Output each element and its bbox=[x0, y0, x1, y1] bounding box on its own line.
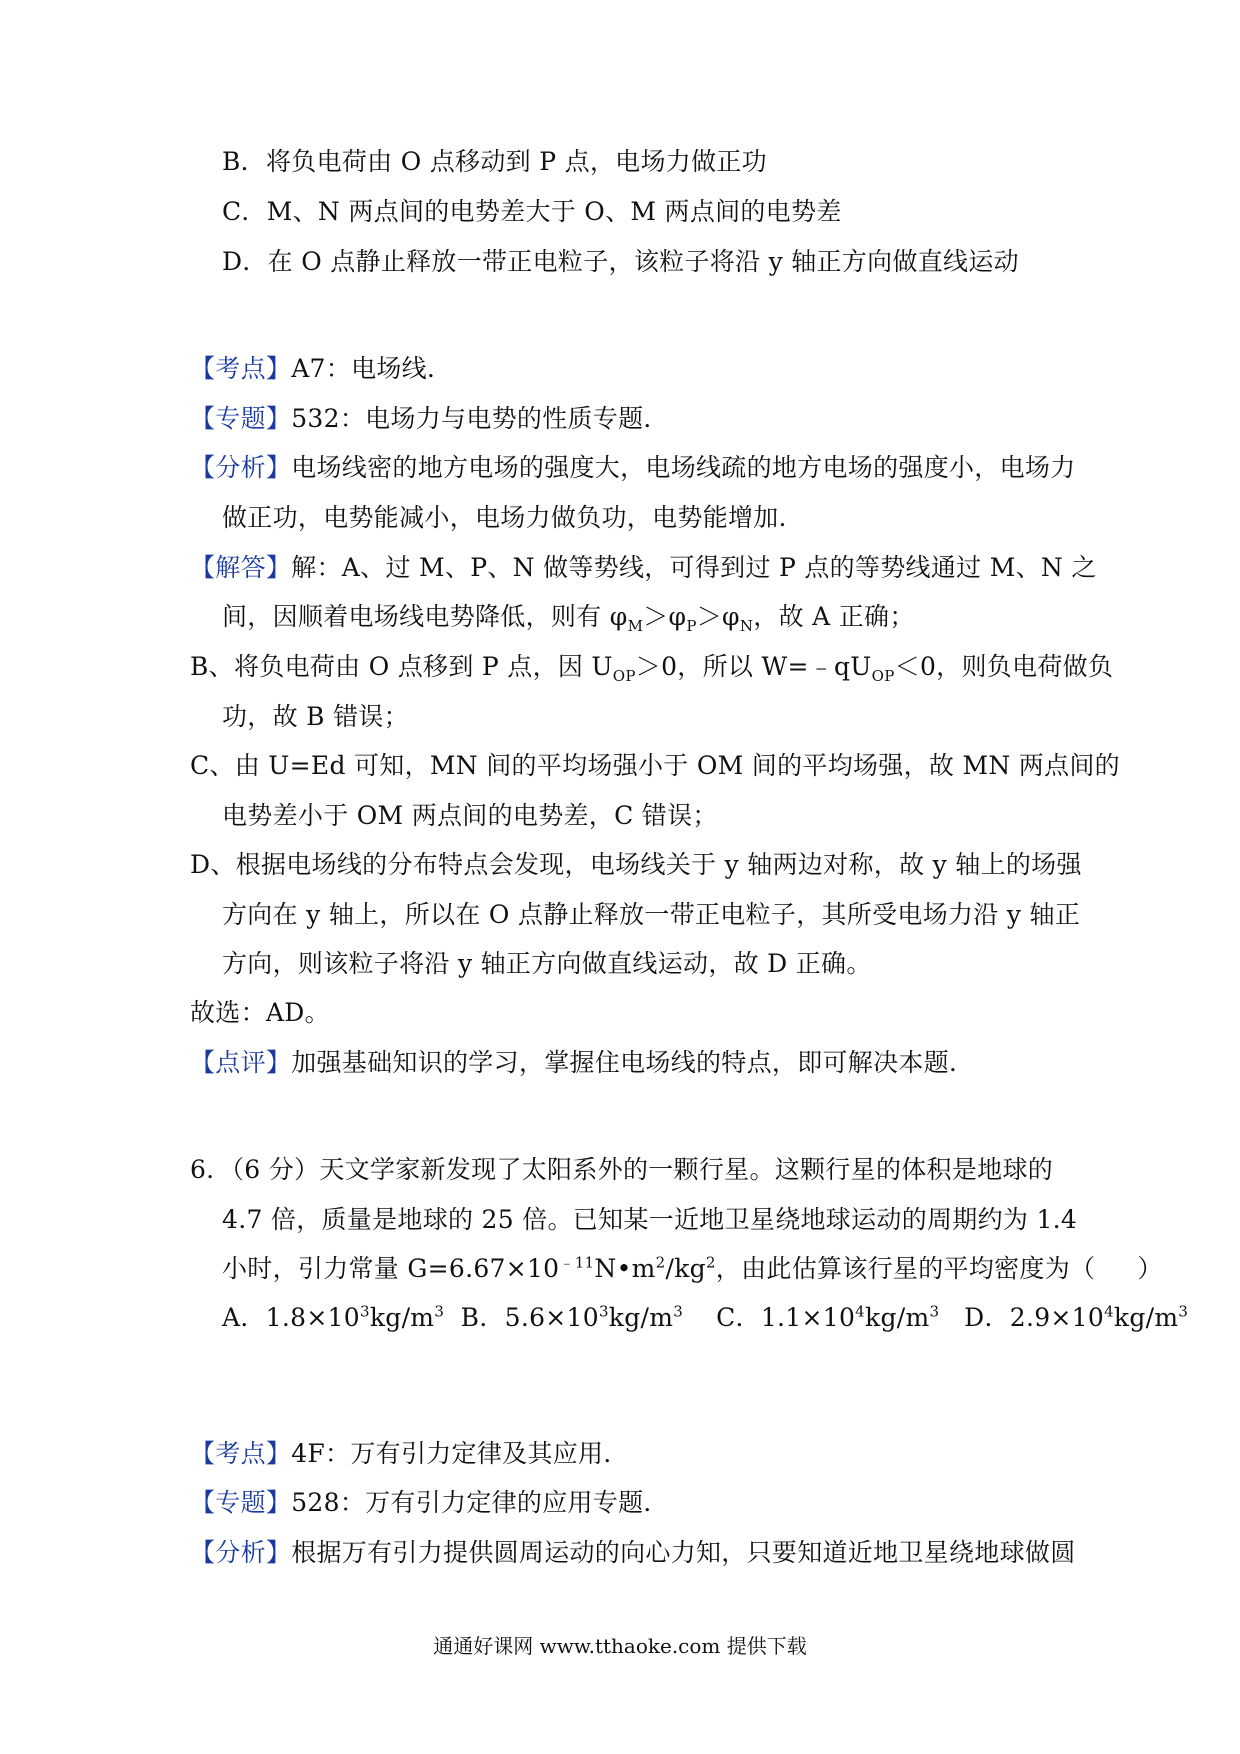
q5-option-c: C．M、N 两点间的电势差大于 O、M 两点间的电势差 bbox=[222, 197, 842, 226]
stem-3d: ，由此估算该行星的平均密度为（ bbox=[715, 1254, 1096, 1283]
q6-stem-line3 bbox=[222, 1253, 1163, 1285]
jieda-2a: 间，因顺着电场线电势降低，则有 φ bbox=[222, 602, 628, 631]
q5-jieda-line2 bbox=[222, 601, 915, 633]
q5-analysis-b-line2: 功，故 B 错误； bbox=[222, 702, 409, 731]
q5-analysis-c-line2: 电势差小于 OM 两点间的电势差，C 错误； bbox=[222, 801, 718, 830]
jieda-2c: ＞φ bbox=[696, 602, 740, 631]
q6-option-c: C．$1.1\times 10^4kg/m^3$ bbox=[716, 1302, 940, 1332]
q5-analysis-d-line1: D、根据电场线的分布特点会发现，电场线关于 y 轴两边对称，故 y 轴上的场强 bbox=[190, 850, 1082, 879]
u-sub-op-2: OP bbox=[871, 667, 895, 685]
zhuanti-text: 532：电场力与电势的性质专题． bbox=[291, 404, 669, 433]
q5-dianping bbox=[190, 1047, 974, 1079]
exp-m2: 2 bbox=[655, 1253, 666, 1272]
dianping-tag: 【点评】 bbox=[190, 1048, 292, 1077]
dianping-text: 加强基础知识的学习，掌握住电场线的特点，即可解决本题． bbox=[291, 1048, 975, 1077]
q5-analysis-b-line1 bbox=[190, 651, 1113, 683]
q5-kaodian bbox=[190, 353, 452, 385]
stem-3a: 小时，引力常量 G=6.67×10 bbox=[222, 1254, 560, 1283]
exp-neg11: ﹣11 bbox=[559, 1253, 595, 1272]
stem-3c: /kg bbox=[665, 1254, 706, 1283]
q5-option-b: B．将负电荷由 O 点移动到 P 点，电场力做正功 bbox=[222, 147, 767, 176]
jieda-text-1: 解：A、过 M、P、N 做等势线，可得到过 P 点的等势线通过 M、N 之 bbox=[291, 553, 1097, 582]
q6-fenxi-tag: 【分析】 bbox=[190, 1538, 292, 1567]
q5-analysis-c-line1: C、由 U=Ed 可知，MN 间的平均场强小于 OM 间的平均场强，故 MN 两点间的 bbox=[190, 751, 1120, 780]
zhuanti-tag: 【专题】 bbox=[190, 404, 292, 433]
kaodian-tag: 【考点】 bbox=[190, 354, 292, 383]
q6-kaodian-text: 4F：万有引力定律及其应用． bbox=[291, 1439, 629, 1468]
u-sub-op-1: OP bbox=[612, 667, 636, 685]
q6-fenxi bbox=[190, 1537, 1076, 1569]
b-1a: B、将负电荷由 O 点移到 P 点，因 U bbox=[190, 652, 613, 681]
exp-kg2: 2 bbox=[705, 1253, 716, 1272]
page-footer: 通通好课网 www.tthaoke.com 提供下载 bbox=[433, 1634, 807, 1658]
q6-option-b: B．$5.6\times 10^3kg/m^3$ bbox=[460, 1302, 684, 1332]
b-1b: ＞0，所以 W=﹣qU bbox=[635, 652, 872, 681]
phi-sub-m: M bbox=[627, 617, 644, 635]
jieda-tag: 【解答】 bbox=[190, 553, 292, 582]
q5-fenxi-line2: 做正功，电势能减小，电场力做负功，电势能增加． bbox=[222, 503, 804, 532]
q6-zhuanti bbox=[190, 1487, 669, 1519]
phi-sub-n: N bbox=[739, 617, 754, 635]
q5-analysis-d-line3: 方向，则该粒子将沿 y 轴正方向做直线运动，故 D 正确。 bbox=[222, 949, 872, 978]
q6-kaodian-tag: 【考点】 bbox=[190, 1439, 292, 1468]
q6-options bbox=[222, 1302, 1188, 1334]
fenxi-text-1: 电场线密的地方电场的强度大，电场线疏的地方电场的强度小，电场力 bbox=[291, 453, 1076, 482]
stem-3e: ） bbox=[1137, 1254, 1163, 1283]
q6-zhuanti-tag: 【专题】 bbox=[190, 1488, 292, 1517]
q6-kaodian bbox=[190, 1438, 629, 1470]
q5-jieda bbox=[190, 552, 1097, 584]
q6-fenxi-text: 根据万有引力提供圆周运动的向心力知，只要知道近地卫星绕地球做圆 bbox=[291, 1538, 1076, 1567]
jieda-2d: ，故 A 正确； bbox=[753, 602, 915, 631]
q6-stem-line2: 4.7 倍，质量是地球的 25 倍。已知某一近地卫星绕地球运动的周期约为 1.4 bbox=[222, 1205, 1078, 1234]
jieda-2b: ＞φ bbox=[643, 602, 687, 631]
fenxi-tag: 【分析】 bbox=[190, 453, 292, 482]
b-1c: ＜0，则负电荷做负 bbox=[894, 652, 1114, 681]
q5-option-d: D．在 O 点静止释放一带正电粒子，该粒子将沿 y 轴正方向做直线运动 bbox=[222, 247, 1019, 276]
q5-analysis-d-line2: 方向在 y 轴上，所以在 O 点静止释放一带正电粒子，其所受电场力沿 y 轴正 bbox=[222, 900, 1081, 929]
q5-answer: 故选：AD。 bbox=[190, 998, 330, 1027]
q6-option-a: A．$1.8\times 10^3kg/m^3$ bbox=[222, 1302, 445, 1332]
q6-stem-line1: 6．（6 分）天文学家新发现了太阳系外的一颗行星。这颗行星的体积是地球的 bbox=[190, 1155, 1054, 1184]
stem-3b: N•m bbox=[594, 1254, 656, 1283]
phi-sub-p: P bbox=[686, 617, 697, 635]
q5-zhuanti bbox=[190, 403, 669, 435]
q6-zhuanti-text: 528：万有引力定律的应用专题． bbox=[291, 1488, 669, 1517]
q6-option-d: D．$2.9\times 10^4kg/m^3$ bbox=[964, 1302, 1189, 1332]
q5-fenxi bbox=[190, 452, 1076, 484]
kaodian-text: A7：电场线． bbox=[291, 354, 453, 383]
